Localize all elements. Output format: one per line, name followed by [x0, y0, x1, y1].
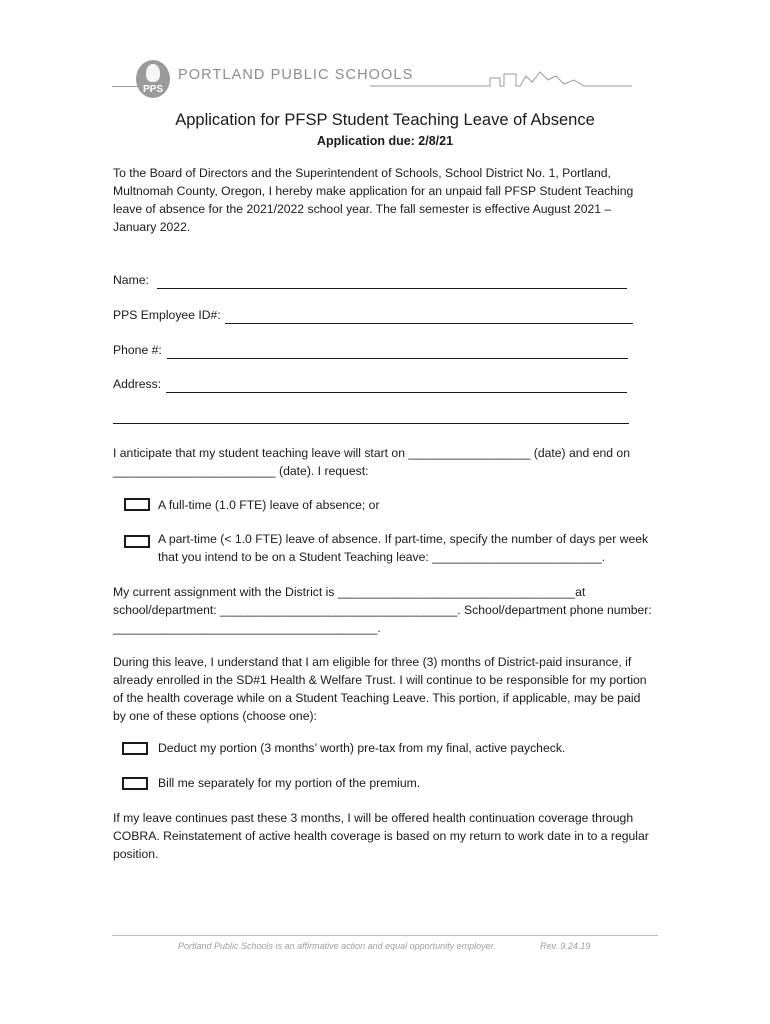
parttime-checkbox[interactable]	[124, 535, 150, 548]
school-name: PORTLAND PUBLIC SCHOOLS	[178, 67, 414, 83]
address-input-line[interactable]	[166, 379, 627, 393]
insurance-paragraph: During this leave, I understand that I am eligible for three (3) months of District-paid insurance, if already enrolled in the SD#1 Health & Welfare Trust. I will continue to be responsible for my portion of the health coverage while on a Student Teaching Leave. This portion, if applicable, may be paid by one of these options (choose one):	[113, 655, 647, 723]
form-title: Application for PFSP Student Teaching Leave of Absence	[175, 111, 595, 129]
name-input-line[interactable]	[157, 275, 627, 289]
fulltime-option-label: A full-time (1.0 FTE) leave of absence; or	[158, 498, 380, 512]
intro-paragraph: To the Board of Directors and the Superintendent of Schools, School District No. 1, Portland, Multnomah County, Oregon, I hereby make application for an unpaid fall PFSP Student Teaching leave of absence for the 2021/2022 school year. The fall semester is effective August 2021 – January 2022.	[113, 166, 634, 234]
fulltime-checkbox[interactable]	[124, 498, 150, 511]
bill-checkbox[interactable]	[122, 777, 148, 790]
employee-id-label: PPS Employee ID#:	[113, 308, 221, 322]
cobra-paragraph: If my leave continues past these 3 months, I will be offered health continuation coverage through COBRA. Reinstatement of active health coverage is based on my return to work date in to a regular position.	[113, 811, 649, 861]
phone-label: Phone #:	[113, 343, 162, 357]
name-label: Name:	[113, 273, 149, 287]
address-label: Address:	[113, 377, 162, 391]
bill-option-label: Bill me separately for my portion of the premium.	[158, 776, 421, 790]
city-skyline-icon	[370, 64, 632, 94]
employee-id-field-row	[113, 306, 633, 324]
footer-revision: Rev. 9.24.19	[540, 941, 591, 951]
assignment-paragraph: My current assignment with the District is ___________________________________at school/department: ___________________________________. School/department phone number: _______________________________________.	[113, 585, 652, 635]
application-due: Application due: 2/8/21	[316, 134, 454, 148]
header-rule-left	[112, 86, 138, 87]
employee-id-input-line[interactable]	[225, 310, 633, 324]
name-field-row	[113, 271, 627, 289]
phone-field-row	[113, 341, 628, 359]
footer-statement: Portland Public Schools is an affirmative action and equal opportunity employer.	[178, 941, 496, 951]
deduct-checkbox[interactable]	[122, 742, 148, 755]
deduct-option-label: Deduct my portion (3 months’ worth) pre-tax from my final, active paycheck.	[158, 741, 566, 755]
anticipate-paragraph: I anticipate that my student teaching leave will start on __________________ (date) and end on ________________________ (date). I request:	[113, 446, 630, 478]
parttime-option-label: A part-time (< 1.0 FTE) leave of absence. If part-time, specify the number of days per week that you intend to be on a Student Teaching leave: _________________________.	[158, 532, 649, 564]
torch-icon	[146, 64, 160, 82]
pps-logo	[136, 60, 170, 98]
footer-rule	[112, 935, 658, 936]
address-line-2[interactable]	[113, 410, 629, 424]
address-field-row	[113, 375, 627, 393]
phone-input-line[interactable]	[167, 345, 628, 359]
logo-text: PPS	[142, 84, 163, 95]
